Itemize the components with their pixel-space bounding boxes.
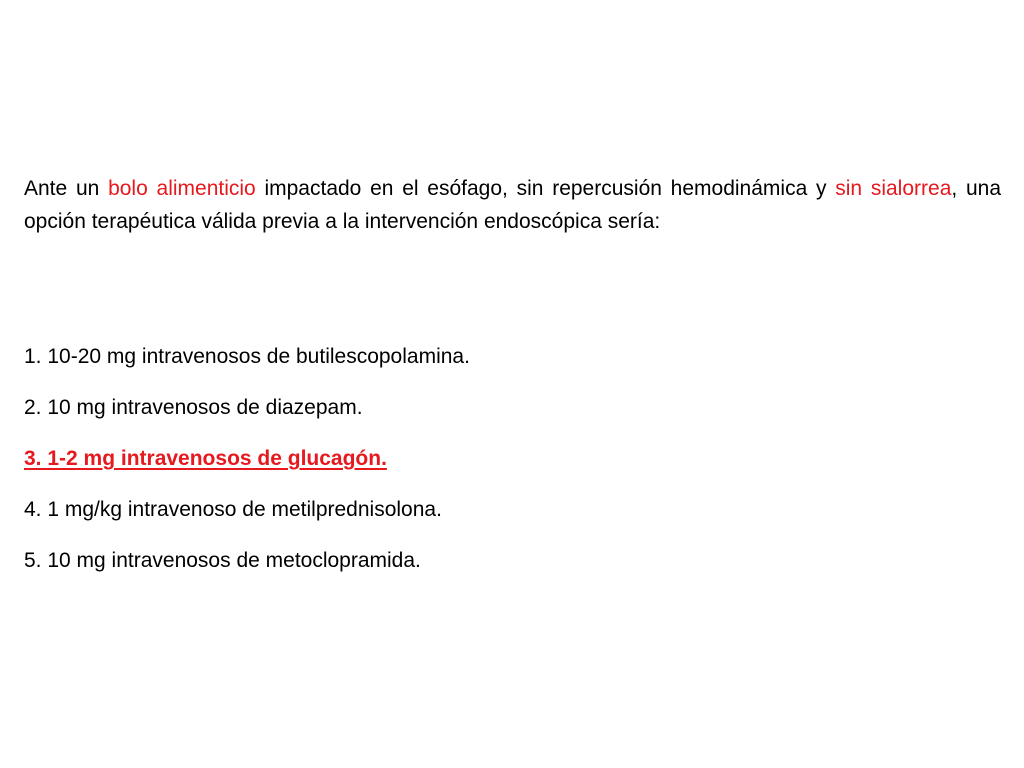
answer-option-4: 4. 1 mg/kg intravenoso de metilprednisolona. xyxy=(24,498,442,521)
question-part-1: Ante un xyxy=(24,177,109,200)
answer-option-1: 1. 10-20 mg intravenosos de butilescopolamina. xyxy=(24,345,470,368)
highlight-sin-sialorrea: sin sialorrea xyxy=(835,177,952,200)
answer-option-2: 2. 10 mg intravenosos de diazepam. xyxy=(24,396,363,419)
question-text xyxy=(24,172,1001,238)
highlight-bolo-alimenticio: bolo alimenticio xyxy=(108,177,256,200)
question-part-3: , una opción terapéutica válida previa a la intervención endoscópica sería: xyxy=(24,177,1002,233)
answer-option-5: 5. 10 mg intravenosos de metoclopramida. xyxy=(24,549,421,572)
question-part-2: impactado en el esófago, sin repercusión hemodinámica y xyxy=(255,177,836,200)
answer-options-list xyxy=(24,343,1001,598)
answer-option-3-correct: 3. 1-2 mg intravenosos de glucagón. xyxy=(24,447,387,470)
